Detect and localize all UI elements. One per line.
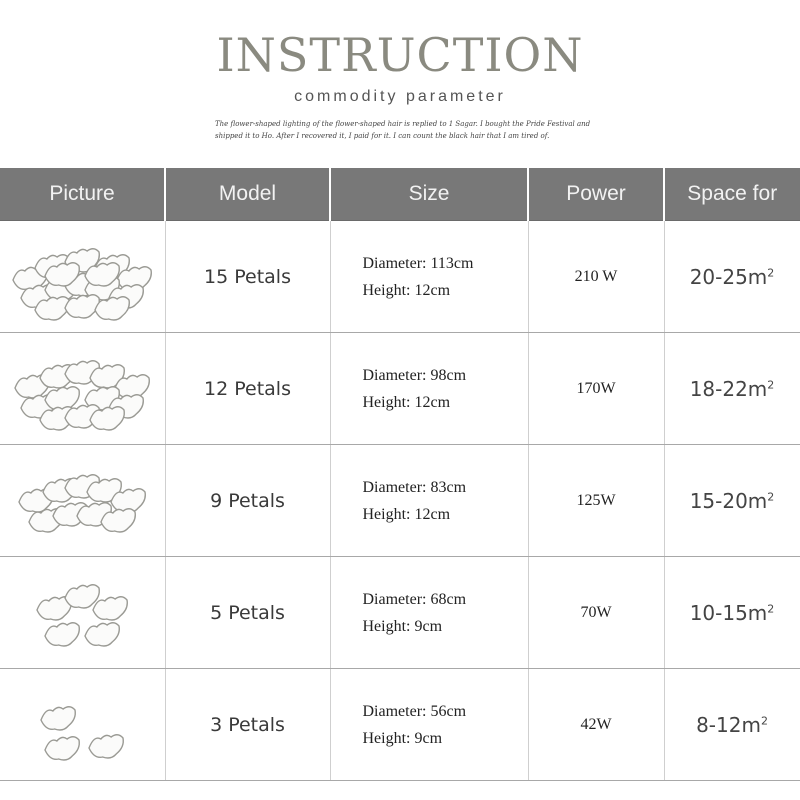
space-cell — [664, 557, 800, 669]
diameter-text: Diameter: 68cm — [362, 590, 467, 608]
size-cell — [330, 445, 528, 557]
table-row — [0, 333, 800, 445]
height-text: Height: 9cm — [362, 617, 443, 635]
header-picture: Picture — [0, 168, 165, 221]
table-row — [0, 221, 800, 333]
model-cell: 12 Petals — [165, 333, 330, 445]
space-cell — [664, 669, 800, 781]
petal-shape — [45, 736, 79, 759]
height-text: Height: 9cm — [362, 729, 443, 747]
size-cell — [330, 221, 528, 333]
space-unit-superscript: 2 — [767, 377, 775, 391]
model-cell: 9 Petals — [165, 445, 330, 557]
petal-shape — [45, 622, 79, 645]
description-note: The flower-shaped lighting of the flower-shaped hair is replied to 1 Sagar. I bought the Pride Festival and shipped it to Ho. After I recovered it, I paid for it. I can count the black hair that I am tired of. — [215, 120, 591, 140]
space-value: 15-20m — [689, 488, 768, 513]
diameter-text: Diameter: 98cm — [362, 366, 467, 384]
picture-cell — [0, 221, 165, 333]
power-cell: 42W — [528, 669, 664, 781]
picture-cell — [0, 445, 165, 557]
diameter-text: Diameter: 56cm — [362, 702, 467, 720]
space-unit-superscript: 2 — [767, 601, 775, 615]
space-cell — [664, 221, 800, 333]
power-cell: 125W — [528, 445, 664, 557]
header-size: Size — [330, 168, 528, 221]
table-row — [0, 557, 800, 669]
lamp-15-petals-icon — [2, 222, 162, 332]
petal-shape — [45, 386, 79, 409]
power-cell: 70W — [528, 557, 664, 669]
lamp-9-petals-icon — [2, 446, 162, 556]
model-cell: 15 Petals — [165, 221, 330, 333]
model-cell: 5 Petals — [165, 557, 330, 669]
petal-shape — [65, 584, 99, 607]
space-unit-superscript: 2 — [760, 713, 768, 727]
table-row — [0, 669, 800, 781]
space-cell — [664, 333, 800, 445]
size-cell — [330, 669, 528, 781]
space-cell — [664, 445, 800, 557]
spec-table — [0, 168, 800, 781]
height-text: Height: 12cm — [362, 393, 451, 411]
lamp-12-petals-icon — [2, 334, 162, 444]
power-cell: 210 W — [528, 221, 664, 333]
space-value: 18-22m — [689, 376, 768, 401]
lamp-5-petals-icon — [2, 558, 162, 668]
diameter-text: Diameter: 83cm — [362, 478, 467, 496]
height-text: Height: 12cm — [362, 505, 451, 523]
picture-cell — [0, 557, 165, 669]
diameter-text: Diameter: 113cm — [362, 254, 474, 272]
space-value: 20-25m — [689, 264, 768, 289]
picture-cell — [0, 669, 165, 781]
page-title: INSTRUCTION — [216, 28, 584, 82]
size-cell — [330, 333, 528, 445]
page-subtitle: commodity parameter — [294, 88, 506, 105]
lamp-3-petals-icon — [2, 670, 162, 780]
header-space: Space for — [664, 168, 800, 221]
petal-shape — [93, 596, 127, 619]
space-unit-superscript: 2 — [767, 489, 775, 503]
petal-shape — [41, 706, 75, 729]
model-cell: 3 Petals — [165, 669, 330, 781]
size-cell — [330, 557, 528, 669]
header-power: Power — [528, 168, 664, 221]
power-cell: 170W — [528, 333, 664, 445]
height-text: Height: 12cm — [362, 281, 451, 299]
space-value: 8-12m — [696, 712, 761, 737]
picture-cell — [0, 333, 165, 445]
header-model: Model — [165, 168, 330, 221]
petal-shape — [85, 622, 119, 645]
space-unit-superscript: 2 — [767, 265, 775, 279]
table-header-row — [0, 168, 800, 221]
space-value: 10-15m — [689, 600, 768, 625]
petal-shape — [89, 734, 123, 757]
table-row — [0, 445, 800, 557]
petal-shape — [95, 296, 129, 319]
